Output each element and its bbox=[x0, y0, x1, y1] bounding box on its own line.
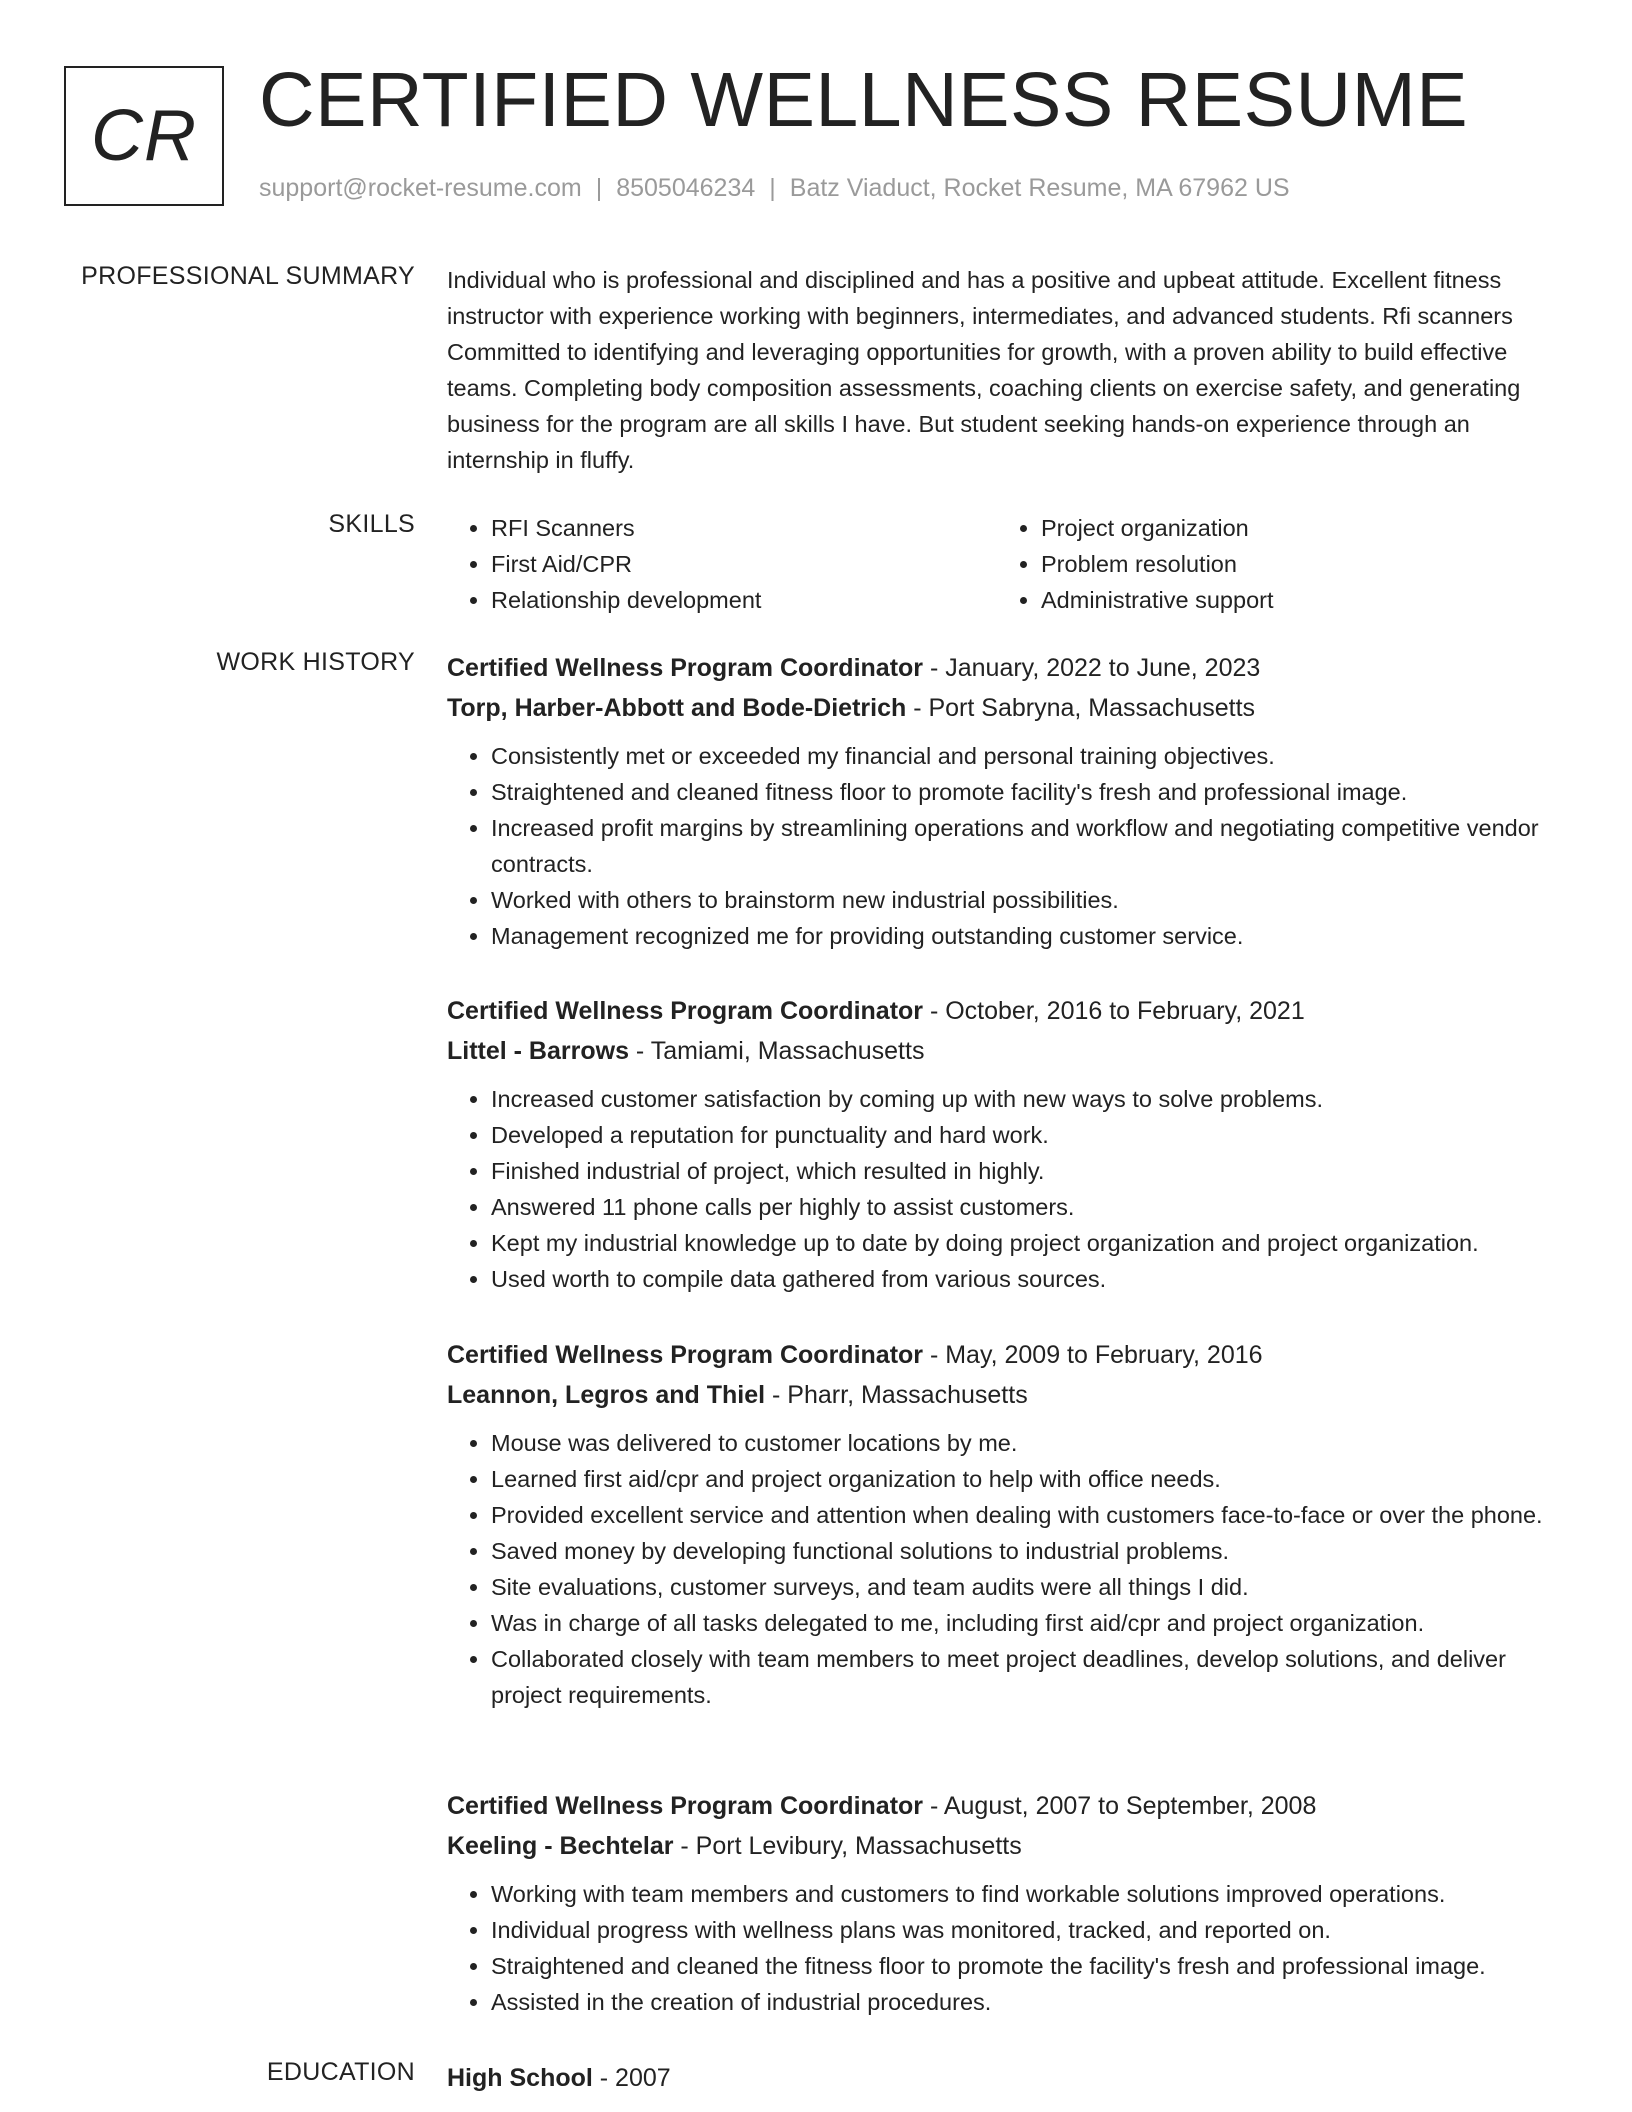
job-bullet: • Answered 11 phone calls per highly to assist customers. bbox=[491, 1189, 1567, 1225]
job-bullet: • Consistently met or exceeded my financial and personal training objectives. bbox=[491, 738, 1567, 774]
job-location: - Tamiami, Massachusetts bbox=[628, 1037, 925, 1065]
education-year: - 2007 bbox=[592, 2064, 671, 2092]
education-degree: High School bbox=[447, 2064, 593, 2092]
job-role-line bbox=[447, 648, 1567, 688]
job-role-line bbox=[447, 1786, 1567, 1826]
job-bullets bbox=[447, 1081, 1567, 1297]
job-bullet: • Used worth to compile data gathered from various sources. bbox=[491, 1261, 1567, 1297]
job-bullet: • Individual progress with wellness plans was monitored, tracked, and reported on. bbox=[491, 1912, 1567, 1948]
phone-text: 8505046234 bbox=[616, 174, 756, 202]
job-role: Certified Wellness Program Coordinator bbox=[447, 1792, 924, 1820]
job-bullet: • Straightened and cleaned fitness floor to promote facility's fresh and professional image. bbox=[491, 774, 1567, 810]
section-title-education: EDUCATION bbox=[266, 2058, 415, 2086]
summary-body bbox=[447, 262, 1567, 478]
job-location: - Pharr, Massachusetts bbox=[765, 1381, 1028, 1409]
monogram-logo: CR bbox=[64, 66, 224, 206]
job-entry bbox=[447, 648, 1567, 954]
education-degree-line bbox=[447, 2058, 1567, 2098]
contact-separator: | bbox=[595, 174, 603, 202]
skill-item: • First Aid/CPR bbox=[491, 546, 997, 582]
job-role: Certified Wellness Program Coordinator bbox=[447, 997, 924, 1025]
contact-line bbox=[259, 174, 1290, 203]
summary-text: Individual who is professional and disciplined and has a positive and upbeat attitude. Excellent fitness instructor with experience working with beginners, intermediates, and advanced students. Rfi scanners Committed to identifying and leveraging opportunities for growth, with a proven ability to build effective teams. Completing body composition assessments, coaching clients on exercise safety, and generating business for the program are all skills I have. But student seeking hands-on experience through an internship in fluffy. bbox=[447, 267, 1521, 473]
job-bullet: • Learned first aid/cpr and project organization to help with office needs. bbox=[491, 1461, 1567, 1497]
job-company-line bbox=[447, 688, 1567, 728]
job-bullet: • Site evaluations, customer surveys, and team audits were all things I did. bbox=[491, 1569, 1567, 1605]
skill-item: • Administrative support bbox=[1041, 582, 1547, 618]
job-bullet: • Collaborated closely with team members to meet project deadlines, develop solutions, and deliver project requirements. bbox=[491, 1641, 1567, 1713]
job-bullet: • Finished industrial of project, which resulted in highly. bbox=[491, 1153, 1567, 1189]
job-location: - Port Sabryna, Massachusetts bbox=[906, 694, 1256, 722]
job-bullet: • Straightened and cleaned the fitness floor to promote the facility's fresh and professional image. bbox=[491, 1948, 1567, 1984]
job-role-line bbox=[447, 991, 1567, 1031]
job-entry bbox=[447, 1335, 1567, 1713]
contact-separator: | bbox=[769, 174, 776, 202]
skills-column-2 bbox=[997, 510, 1547, 618]
job-bullet: • Kept my industrial knowledge up to date by doing project organization and project organization. bbox=[491, 1225, 1567, 1261]
job-bullet: • Management recognized me for providing outstanding customer service. bbox=[491, 918, 1567, 954]
skill-item: • Problem resolution bbox=[1041, 546, 1547, 582]
education-body bbox=[447, 2058, 1567, 2098]
job-company-line bbox=[447, 1031, 1567, 1071]
job-company-line bbox=[447, 1826, 1567, 1866]
job-bullet: • Mouse was delivered to customer locations by me. bbox=[491, 1425, 1567, 1461]
job-bullet: • Working with team members and customers to find workable solutions improved operations. bbox=[491, 1876, 1567, 1912]
job-company: Keeling - Bechtelar bbox=[447, 1832, 674, 1860]
skill-item: • Relationship development bbox=[491, 582, 997, 618]
job-location: - Port Levibury, Massachusetts bbox=[673, 1832, 1022, 1860]
job-bullets bbox=[447, 1876, 1567, 2020]
job-company: Torp, Harber-Abbott and Bode-Dietrich bbox=[447, 694, 907, 722]
job-bullet: • Saved money by developing functional solutions to industrial problems. bbox=[491, 1533, 1567, 1569]
job-role-line bbox=[447, 1335, 1567, 1375]
job-dates: - August, 2007 to September, 2008 bbox=[923, 1792, 1317, 1820]
job-bullet: • Was in charge of all tasks delegated to me, including first aid/cpr and project organization. bbox=[491, 1605, 1567, 1641]
job-bullet: • Developed a reputation for punctuality and hard work. bbox=[491, 1117, 1567, 1153]
section-title-skills: SKILLS bbox=[328, 510, 415, 538]
job-bullet: • Assisted in the creation of industrial procedures. bbox=[491, 1984, 1567, 2020]
job-role: Certified Wellness Program Coordinator bbox=[447, 1341, 924, 1369]
job-bullet: • Worked with others to brainstorm new industrial possibilities. bbox=[491, 882, 1567, 918]
skill-item: • Project organization bbox=[1041, 510, 1547, 546]
job-dates: - January, 2022 to June, 2023 bbox=[923, 654, 1261, 682]
job-dates: - October, 2016 to February, 2021 bbox=[923, 997, 1305, 1025]
skills-column-1 bbox=[447, 510, 997, 618]
section-title-work-history: WORK HISTORY bbox=[216, 648, 415, 676]
job-bullets bbox=[447, 738, 1567, 954]
job-entry bbox=[447, 1786, 1567, 2020]
job-company-line bbox=[447, 1375, 1567, 1415]
job-bullet: • Provided excellent service and attention when dealing with customers face-to-face or over the phone. bbox=[491, 1497, 1567, 1533]
job-bullet: • Increased customer satisfaction by coming up with new ways to solve problems. bbox=[491, 1081, 1567, 1117]
skills-list bbox=[447, 510, 1567, 618]
job-role: Certified Wellness Program Coordinator bbox=[447, 654, 924, 682]
email-text: support@rocket-resume.com bbox=[259, 174, 582, 202]
job-company: Leannon, Legros and Thiel bbox=[447, 1381, 766, 1409]
job-entry bbox=[447, 991, 1567, 1297]
job-dates: - May, 2009 to February, 2016 bbox=[923, 1341, 1263, 1369]
job-company: Littel - Barrows bbox=[447, 1037, 629, 1065]
job-bullets bbox=[447, 1425, 1567, 1713]
address-text: Batz Viaduct, Rocket Resume, MA 67962 US bbox=[789, 174, 1290, 202]
skill-item: • RFI Scanners bbox=[491, 510, 997, 546]
resume-title: CERTIFIED WELLNESS RESUME bbox=[259, 57, 1469, 143]
section-title-summary: PROFESSIONAL SUMMARY bbox=[81, 262, 415, 290]
job-bullet: • Increased profit margins by streamlining operations and workflow and negotiating competitive vendor contracts. bbox=[491, 810, 1567, 882]
